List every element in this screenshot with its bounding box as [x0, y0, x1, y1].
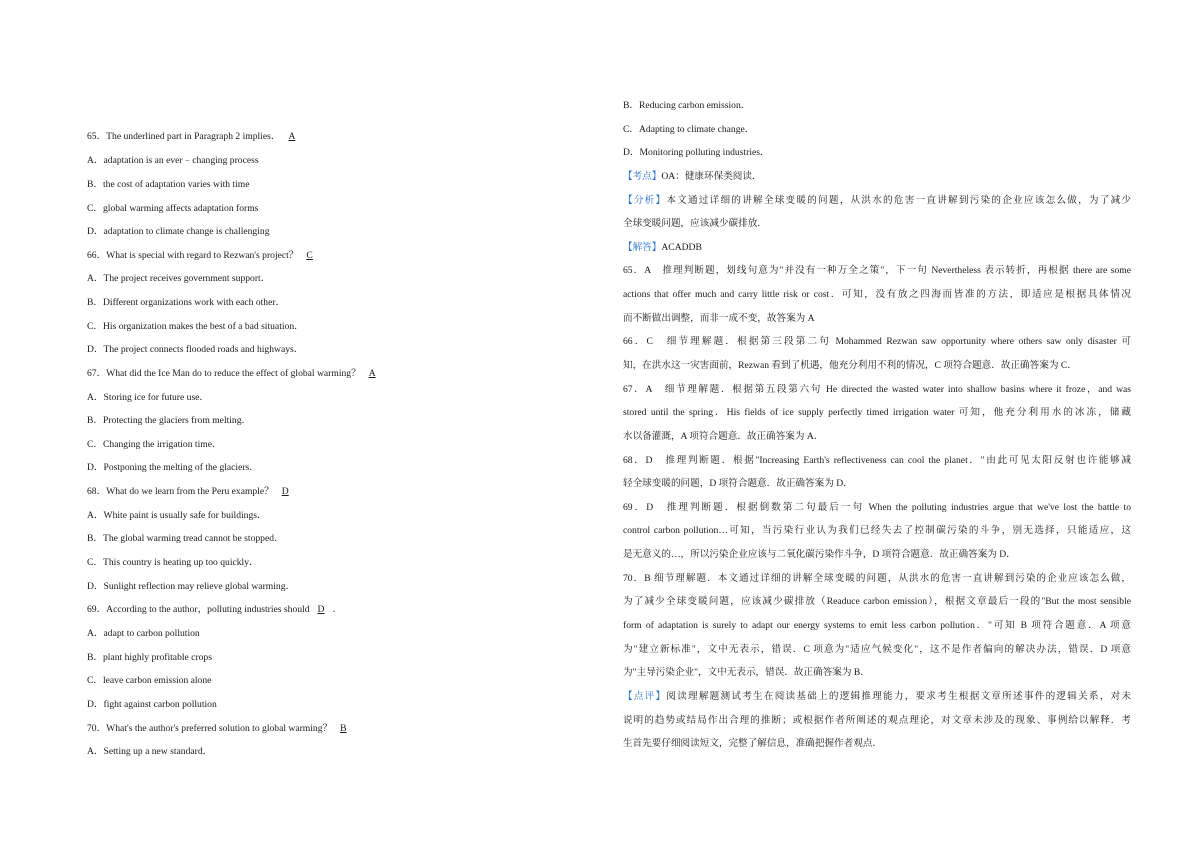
- option: A．The project receives government support．: [87, 273, 271, 284]
- option: B．The global warming tread cannot be stopped．: [87, 533, 284, 544]
- option: B．Protecting the glaciers from melting．: [87, 415, 252, 426]
- option: C．Changing the irrigation time．: [87, 439, 222, 450]
- option: C．His organization makes the best of a bad situation．: [87, 321, 304, 332]
- option: A．Setting up a new standard．: [87, 746, 213, 757]
- option: C．global warming affects adaptation forms: [87, 203, 259, 214]
- explanation-line: 为"主导污染企业"，文中无表示，错误．故正确答案为 B．: [623, 667, 870, 678]
- answer-67: A: [368, 368, 376, 379]
- option: C．This country is heating up too quickly．: [87, 557, 259, 568]
- explanation-line: 68．D 推理判断题．根据"Increasing Earth's reflectiveness can cool the planet．"由此可见太阳反射也许能够减: [623, 455, 1131, 466]
- explanation-line: stored until the spring．His fields of ice supply perfectly timed irrigation water 可知，他充分利用水的冰冻，储藏: [623, 407, 1131, 418]
- fenxi-section: 【分析】本文通过详细的讲解全球变暖的问题，从洪水的危害一直讲解到污染的企业应该怎么做，为了减少: [623, 195, 1132, 206]
- option: D．fight against carbon pollution: [87, 699, 217, 710]
- option: D．Sunlight reflection may relieve global warming．: [87, 581, 296, 592]
- explanation-line: 是无意义的…，所以污染企业应该与二氧化碳污染作斗争，D 项符合题意．故正确答案为 D．: [623, 549, 1016, 560]
- explanation-line: 知，在洪水这一灾害面前，Rezwan 看到了机遇，他充分利用不利的情况，C 项符合题意．故正确答案为 C．: [623, 360, 1077, 371]
- dianping-section: 【点评】阅读理解题测试考生在阅读基础上的逻辑推理能力，要求考生根据文章所述事件的逻辑关系，对未: [623, 691, 1132, 702]
- answer-68: D: [281, 486, 289, 497]
- option: D．Monitoring polluting industries．: [623, 147, 770, 158]
- jieda-section: 【解答】ACADDB: [623, 242, 702, 253]
- explanation-line: 为"建立新标准"，文中无表示，错误．C 项意为"适应气候变化"，这不是作者偏向的解决办法，错误．D 项意: [623, 644, 1131, 655]
- option: D．The project connects flooded roads and highways．: [87, 344, 304, 355]
- option: B．plant highly profitable crops: [87, 652, 212, 663]
- option: A．Storing ice for future use．: [87, 392, 210, 403]
- explanation-line: 69．D 推理判断题．根据倒数第二句最后一句 When the polluting industries argue that we've lost the battle to: [623, 502, 1131, 513]
- question-68-stem: 68．What do we learn from the Peru example？ D: [87, 483, 297, 497]
- option: D．adaptation to climate change is challenging: [87, 226, 270, 237]
- explanation-line: 66．C 细节理解题．根据第三段第二句 Mohammed Rezwan saw opportunity where others saw only disaster 可: [623, 336, 1131, 347]
- question-65-stem: 65．The underlined part in Paragraph 2 implies． A: [87, 128, 303, 142]
- explanation-line: 65．A 推理判断题，划线句意为"并没有一种万全之策"，下一句 Nevertheless 表示转折，再根据 there are some: [623, 265, 1131, 276]
- question-66-stem: 66．What is special with regard to Rezwan's project？ C: [87, 247, 321, 261]
- explanation-line: form of adaptation is surely to adapt our energy systems to emit less carbon pollution．"可知 B 项符合题意．A 项意: [623, 620, 1131, 631]
- answer-70: B: [340, 723, 347, 734]
- explanation-line: control carbon pollution…可知，当污染行业认为我们已经失去了控制碳污染的斗争，别无选择，只能适应，这: [623, 525, 1131, 536]
- fenxi-line: 全球变暖问题，应该减少碳排放．: [623, 218, 767, 229]
- option: C．leave carbon emission alone: [87, 675, 212, 686]
- explanation-line: 70．B 细节理解题．本文通过详细的讲解全球变暖的问题，从洪水的危害一直讲解到污染的企业应该怎么做，: [623, 573, 1131, 584]
- dianping-line: 生首先要仔细阅读短文，完整了解信息，准确把握作者观点．: [623, 738, 883, 749]
- dianping-tag: 【点评】: [623, 691, 667, 702]
- fenxi-tag: 【分析】: [623, 195, 667, 206]
- question-70-stem: 70．What's the author's preferred solution to global warming？ B: [87, 720, 355, 734]
- kaodian-section: 【考点】OA：健康环保类阅读．: [623, 171, 762, 182]
- dianping-line: 说明的趋势或结局作出合理的推断；或根据作者所阐述的观点理论，对文章未涉及的现象、事例给以解释．考: [623, 715, 1131, 726]
- answer-66: C: [306, 250, 313, 261]
- explanation-line: 67．A 细节理解题．根据第五段第六句 He directed the wasted water into shallow basins where it froze，and was: [623, 384, 1131, 395]
- option: A．adapt to carbon pollution: [87, 628, 200, 639]
- explanation-line: actions that offer much and carry little risk or cost．可知，没有放之四海而皆准的方法，即适应是根据具体情况: [623, 289, 1131, 300]
- option: B．Different organizations work with each other．: [87, 297, 286, 308]
- kaodian-tag: 【考点】: [623, 171, 662, 182]
- option: B．Reducing carbon emission．: [623, 100, 751, 111]
- answer-65: A: [288, 131, 296, 142]
- option: B．the cost of adaptation varies with time: [87, 179, 250, 190]
- explanation-line: 轻全球变暖的问题，D 项符合题意．故正确答案为 D．: [623, 478, 853, 489]
- question-69-stem: 69．According to the author，polluting industries should D ．: [87, 604, 343, 615]
- option: C．Adapting to climate change．: [623, 124, 755, 135]
- explanation-line: 水以备灌溉，A 项符合题意．故正确答案为 A．: [623, 431, 824, 442]
- question-67-stem: 67．What did the Ice Man do to reduce the effect of global warming？ A: [87, 365, 384, 379]
- explanation-line: 为了减少全球变暖问题，应该减少碳排放（Readuce carbon emission），根据文章最后一段的"But the most sensible: [623, 596, 1131, 607]
- option: A．adaptation is an ever﹣changing process: [87, 155, 259, 166]
- jieda-tag: 【解答】: [623, 242, 662, 253]
- option: A．White paint is usually safe for buildings．: [87, 510, 267, 521]
- option: D．Postponing the melting of the glaciers．: [87, 462, 259, 473]
- answer-69: D: [317, 604, 325, 615]
- explanation-line: 而不断做出调整，而非一成不变，故答案为 A: [623, 313, 815, 324]
